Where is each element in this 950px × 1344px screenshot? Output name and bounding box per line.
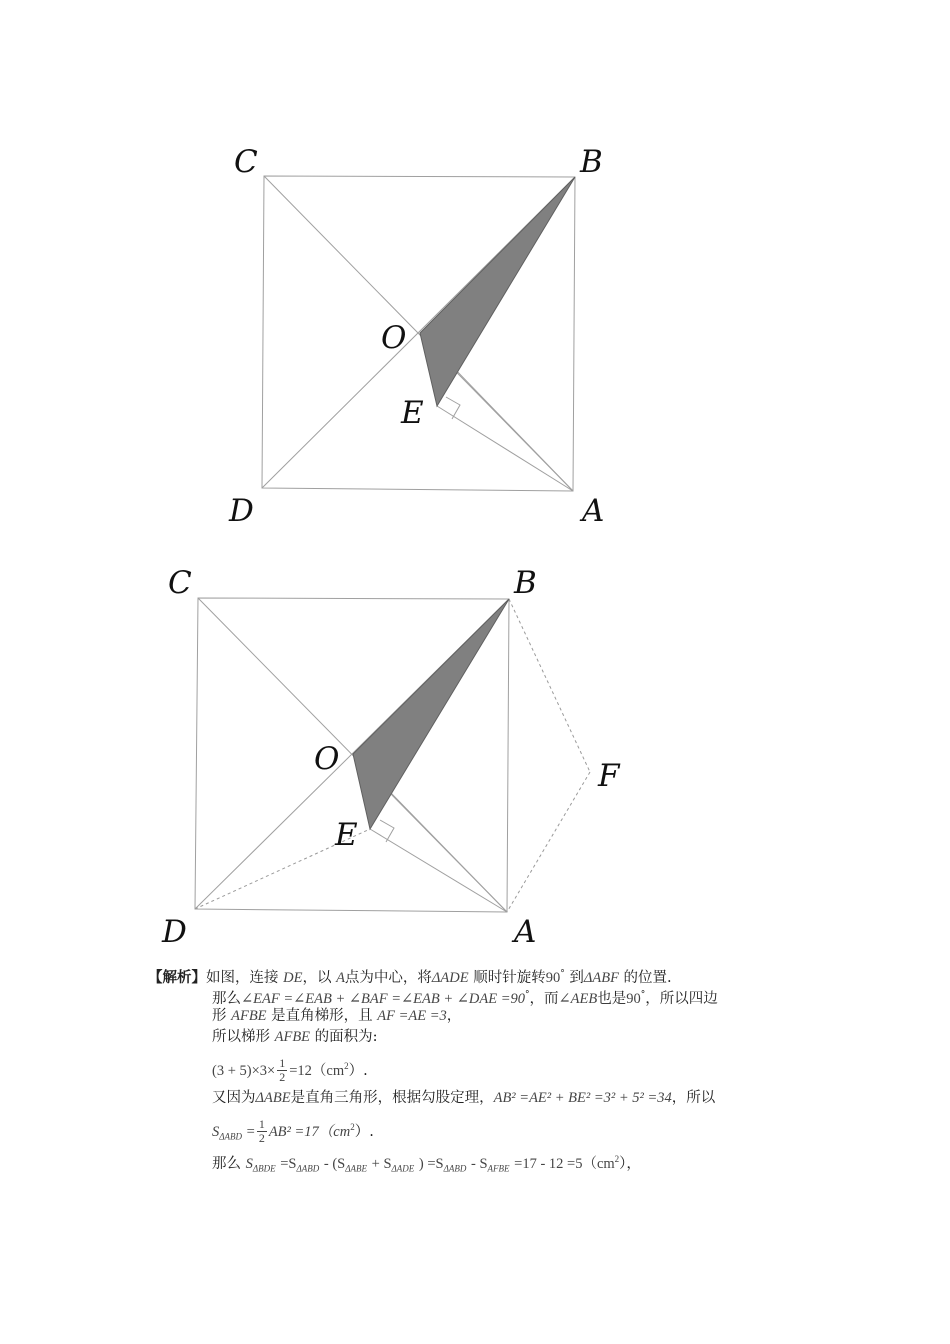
label-c-1: C xyxy=(234,144,258,180)
text: 点为中心，将 xyxy=(344,969,432,986)
text: ）. xyxy=(348,1062,368,1079)
label-o-2: O xyxy=(314,741,340,777)
dashed-bf xyxy=(509,599,590,772)
label-d-2: D xyxy=(162,914,187,950)
label-e-2: E xyxy=(335,817,358,853)
math-pythagoras: AB² =AE² + BE² =3² + 5² =34 xyxy=(493,1090,672,1106)
math-afbe: AFBE xyxy=(274,1029,311,1045)
text: 如图，连接 xyxy=(206,969,279,986)
label-c-2: C xyxy=(168,565,192,601)
dashed-fa xyxy=(507,772,590,912)
text: 顺时针旋转 xyxy=(473,969,546,986)
solution-line-7: $S_{\Delta ABD}$ = $\frac{1}{2}$ $AB^2 =17(cm^2)$. xyxy=(212,1117,374,1146)
solution-line-3 xyxy=(148,1006,828,1027)
solution-block xyxy=(148,964,828,1174)
fraction-half: $\frac{1}{2}$ xyxy=(258,1117,265,1146)
math-area-abd: AB² =17（cm xyxy=(268,1123,351,1140)
text: 是直角三角形，根据勾股定理， xyxy=(290,1090,494,1106)
solution-tag: 【解析】 xyxy=(148,968,206,986)
text: 又因为 xyxy=(212,1090,256,1106)
text: ）. xyxy=(354,1123,374,1140)
label-b-1: B xyxy=(580,144,603,180)
text: 那么 xyxy=(212,990,241,1007)
label-b-2: B xyxy=(514,565,537,601)
math-part: - S xyxy=(471,1155,488,1172)
math-angle-equation: ∠EAF =∠EAB + ∠BAF =∠EAB + ∠DAE =90 xyxy=(241,990,526,1007)
text: 到 xyxy=(569,969,584,986)
math-part: - (S xyxy=(323,1155,346,1172)
solution-line-6 xyxy=(148,1088,828,1109)
fraction-half: $\frac{1}{2}$ xyxy=(279,1056,286,1085)
label-a-2: A xyxy=(514,914,537,950)
math-degree: 90 xyxy=(545,969,561,986)
math-angle-aeb: ∠AEB xyxy=(558,990,598,1007)
text: ， xyxy=(446,1008,462,1024)
label-a-1: A xyxy=(582,493,605,529)
solution-line-4 xyxy=(148,1027,828,1048)
math-part: =S xyxy=(280,1155,297,1172)
math-triangle-abe: ΔABE xyxy=(255,1090,291,1106)
text: 那么 xyxy=(212,1155,241,1172)
math-area-result: =12（cm xyxy=(289,1062,345,1079)
right-angle-mark-2 xyxy=(380,820,394,842)
text: 所以梯形 xyxy=(212,1029,270,1045)
math-s: S xyxy=(245,1155,253,1172)
math-triangle-ade: ΔADE xyxy=(431,969,469,986)
text: ，所以四边 xyxy=(645,990,718,1007)
text: ）， xyxy=(619,1155,641,1172)
solution-line-1: 【解析】如图，连接 DE，以 A点为中心，将ΔADE 顺时针旋转90° 到ΔABF 的位置. xyxy=(148,968,672,986)
label-o-1: O xyxy=(381,320,407,356)
solution-line-5: (3 + 5)×3× $\frac{1}{2}$ $=12(cm^2)$. xyxy=(212,1056,368,1085)
math-part: ) =S xyxy=(418,1155,444,1172)
math-afbe: AFBE xyxy=(231,1008,267,1024)
math-de: DE xyxy=(283,969,303,986)
label-e-1: E xyxy=(401,395,424,431)
text: 也是 xyxy=(597,990,627,1007)
label-f-2: F xyxy=(598,758,620,794)
text: ，而 xyxy=(529,990,559,1007)
math-a: A xyxy=(336,969,345,986)
text: 形 xyxy=(212,1008,227,1024)
math-triangle-abf: ΔABF xyxy=(583,969,619,986)
label-d-1: D xyxy=(229,493,254,529)
text: ，以 xyxy=(302,969,332,986)
solution-line-2: 那么∠EAF =∠EAB + ∠BAF =∠EAB + ∠DAE =90°，而∠AEB也是90°，所以四边 xyxy=(212,990,718,1007)
text: ，所以 xyxy=(671,1090,716,1106)
text: 的面积为: xyxy=(314,1029,378,1045)
math-s: S xyxy=(212,1123,220,1140)
math-degree: 90 xyxy=(626,990,641,1007)
solution-line-8: 那么 $S_{\Delta BDE} =S_{\Delta ABD} - (S_{\Delta ABE} + S_{\Delta ADE}$ ) $=S_{\Delta ABD} - S_{AFBE} =17 - 12 =5(cm^2)$， xyxy=(212,1154,641,1174)
text: 是直角梯形，且 xyxy=(271,1008,373,1024)
shaded-triangle-obe-2 xyxy=(353,599,509,829)
math-part: =17 - 12 =5（cm xyxy=(514,1155,615,1172)
math-eq: = xyxy=(246,1123,255,1140)
math-af-ae: AF =AE =3 xyxy=(377,1008,447,1024)
math-area-expr: (3 + 5)×3× xyxy=(212,1062,276,1079)
math-part: + S xyxy=(371,1155,392,1172)
text: 的位置. xyxy=(623,969,672,986)
